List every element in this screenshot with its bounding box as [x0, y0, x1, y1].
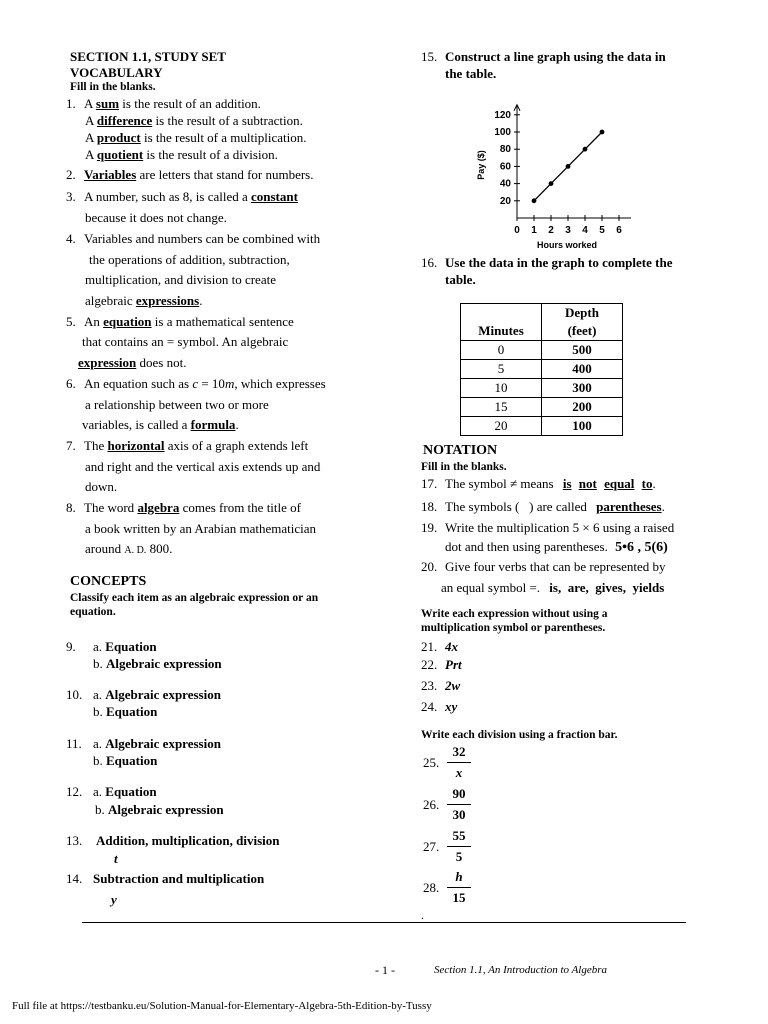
question-19-line-2: dot and then using parentheses. 5•6 , 5(6) [445, 539, 668, 555]
question-10: 10. a. Algebraic expression [66, 687, 221, 702]
notation-instructions: Fill in the blanks. [421, 461, 507, 473]
question-13-variable: t [114, 851, 118, 866]
table-row: 15 200 [461, 398, 623, 417]
y-tick-label: 100 [494, 127, 511, 138]
x-tick-label: 6 [616, 225, 622, 236]
data-point [532, 198, 537, 203]
x-tick-label: 4 [582, 225, 588, 236]
question-21: 21. 4x [421, 639, 458, 654]
question-8-line-2: a book written by an Arabian mathematician [85, 521, 317, 536]
question-11-b: b. Equation [93, 753, 158, 768]
question-25-number: 25. [423, 755, 440, 770]
page-number: - 1 - [375, 963, 395, 977]
question-4-line-2: the operations of addition, subtraction, [89, 252, 290, 267]
section-heading: SECTION 1.1, STUDY SET [70, 49, 226, 64]
stray-dot: . [421, 908, 424, 922]
question-7: 7. The horizontal axis of a graph extends left [66, 438, 309, 453]
question-5-line-2: that contains an = symbol. An algebraic [82, 334, 289, 349]
question-20-line-2: an equal symbol =. is, are, gives, yields [441, 580, 665, 595]
y-tick-label: 20 [499, 195, 511, 207]
x-tick-label: 0 [514, 225, 520, 236]
concepts-heading: CONCEPTS [70, 574, 147, 589]
question-2: 2. Variables are letters that stand for numbers. [66, 167, 314, 182]
question-12: 12. a. Equation [66, 784, 157, 799]
x-tick-label: 2 [548, 225, 554, 236]
question-28-fraction: $\frac{h}{15}$ [447, 869, 471, 906]
question-6-line-3: variables, is called a formula. [82, 417, 239, 432]
x-axis-label: Hours worked [536, 240, 598, 250]
table-header-minutes: Minutes [461, 304, 542, 341]
question-15-line-2: the table. [445, 66, 497, 81]
question-27-fraction: $\frac{55}{5}$ [447, 828, 471, 865]
data-point [566, 164, 571, 169]
question-6-line-2: a relationship between two or more [85, 397, 269, 412]
question-6: 6. An equation such as c = 10m, which expresses [66, 376, 326, 391]
y-tick-label: 60 [499, 161, 511, 173]
question-4-line-4: algebraic expressions. [85, 293, 203, 308]
table-row: 0 500 [461, 341, 623, 360]
vocabulary-instructions: Fill in the blanks. [70, 81, 156, 93]
table-row: 5 400 [461, 360, 623, 379]
question-3-line-2: because it does not change. [85, 210, 227, 225]
y-axis-label: Pay ($) [476, 150, 486, 180]
data-point [549, 181, 554, 186]
question-23: 23. 2w [421, 678, 461, 693]
table-header-depth: Depth (feet) [542, 304, 623, 341]
question-14-variable: y [111, 892, 117, 907]
table-row: 20 100 [461, 417, 623, 436]
question-22: 22. Prt [421, 657, 462, 672]
question-13: 13. Addition, multiplication, division [66, 833, 280, 848]
question-15: 15. Construct a line graph using the data in [421, 49, 666, 64]
fraction-instructions: Write each division using a fraction bar. [421, 729, 618, 741]
question-16-line-2: table. [445, 272, 476, 287]
question-18: 18. The symbols ( ) are called parentheses. [421, 499, 665, 514]
question-12-b: b. Algebraic expression [95, 802, 224, 817]
question-5: 5. An equation is a mathematical sentence [66, 314, 294, 329]
question-11: 11. a. Algebraic expression [66, 736, 221, 751]
x-tick-label: 1 [531, 225, 537, 236]
data-point [583, 147, 588, 152]
question-7-line-2: and right and the vertical axis extends up and [85, 459, 321, 474]
data-point [600, 130, 605, 135]
notation-heading: NOTATION [423, 443, 498, 458]
question-28-number: 28. [423, 880, 440, 895]
footer-section-title: Section 1.1, An Introduction to Algebra [434, 964, 608, 976]
question-9: 9. a. Equation [66, 639, 157, 654]
question-24: 24. xy [421, 699, 458, 714]
question-26-number: 26. [423, 797, 440, 812]
question-10-b: b. Equation [93, 704, 158, 719]
question-26-fraction: $\frac{90}{30}$ [447, 786, 471, 823]
question-4-line-3: multiplication, and division to create [85, 272, 276, 287]
expression-instructions: Write each expression without using a multiplication symbol or parentheses. [421, 608, 608, 634]
question-7-line-3: down. [85, 479, 118, 494]
question-16: 16. Use the data in the graph to complete the [421, 255, 673, 270]
question-9-b: b. Algebraic expression [93, 656, 222, 671]
concepts-instructions: Classify each item as an algebraic expression or an equation. [70, 592, 319, 618]
source-note: Full file at https://testbanku.eu/Solution-Manual-for-Elementary-Algebra-5th-Edition-by-Tussy [12, 1000, 432, 1012]
question-1: 1. A sum is the result of an addition. [66, 96, 261, 111]
question-19: 19. Write the multiplication 5 × 6 using a raised [421, 520, 675, 535]
question-25-fraction: $\frac{32}{x}$ [447, 744, 471, 781]
question-17: 17. The symbol ≠ means is not equal to. [421, 476, 656, 491]
table-header-row [461, 304, 623, 341]
y-tick-label: 80 [499, 144, 511, 156]
question-20: 20. Give four verbs that can be represented by [421, 559, 666, 574]
question-1-line-2: A difference is the result of a subtraction. [85, 113, 303, 128]
question-4: 4. Variables and numbers can be combined with [66, 231, 321, 246]
y-tick-label: 120 [494, 109, 511, 121]
question-8: 8. The word algebra comes from the title of [66, 500, 301, 515]
y-tick-label: 40 [499, 178, 511, 190]
x-tick-label: 5 [599, 225, 605, 236]
question-3: 3. A number, such as 8, is called a constant [66, 189, 298, 204]
question-1-line-3: A product is the result of a multiplication. [85, 130, 307, 145]
question-8-line-3: around A. D. 800. [85, 541, 173, 556]
depth-table [460, 303, 623, 436]
question-5-line-3: expression does not. [78, 355, 187, 370]
question-14: 14. Subtraction and multiplication [66, 871, 265, 886]
line-graph [470, 95, 640, 255]
x-tick-label: 3 [565, 225, 571, 236]
question-1-line-4: A quotient is the result of a division. [85, 147, 278, 162]
footer-rule [82, 922, 686, 923]
question-27-number: 27. [423, 839, 440, 854]
vocabulary-heading: VOCABULARY [70, 65, 163, 80]
table-row: 10 300 [461, 379, 623, 398]
